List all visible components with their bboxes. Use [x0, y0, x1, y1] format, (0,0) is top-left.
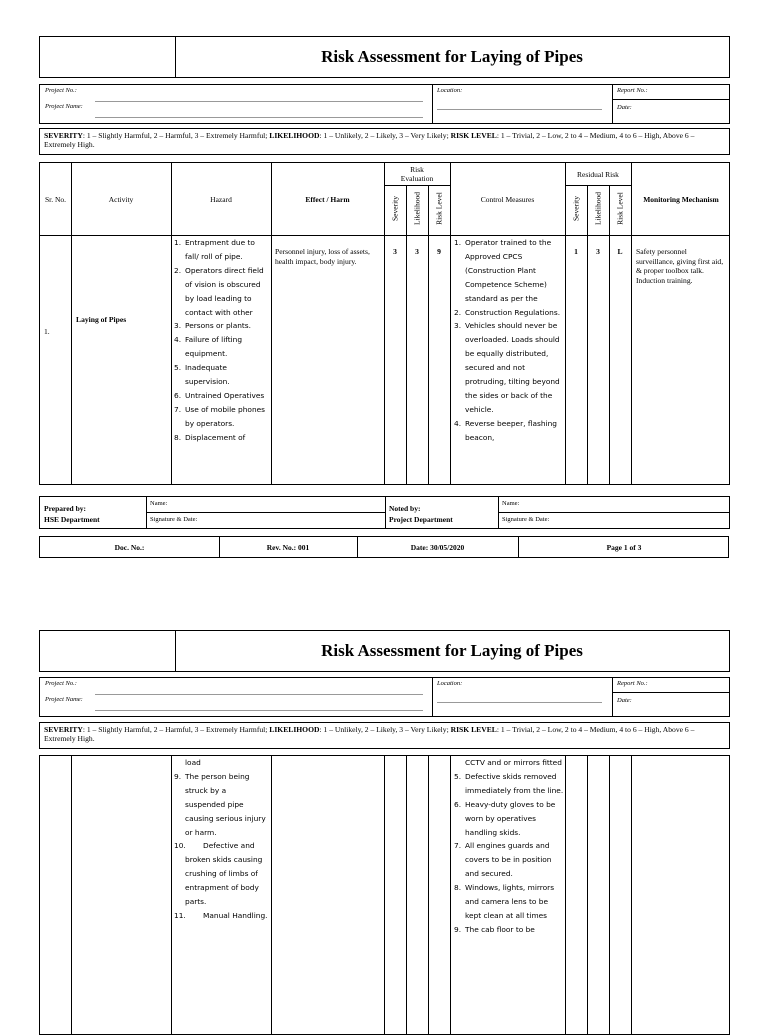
hazard-item: 6. Untrained Operatives [174, 390, 265, 400]
hazard-item: 3. Persons or plants. [174, 321, 251, 331]
res-level-cell: L [617, 247, 623, 256]
noted-signature-label: Signature & Date: [502, 516, 550, 523]
doc-no: Doc. No.: [114, 542, 145, 552]
project-name-label: Project Name: [45, 103, 83, 110]
col-residual-risk: Residual Risk [577, 169, 619, 179]
hazard-item: 8. Displacement of [174, 432, 246, 442]
report-no-label: Report No.: [617, 87, 648, 94]
severity-legend-2: SEVERITY: 1 – Slightly Harmful, 2 – Harmful, 3 – Extremely Harmful; LIKELIHOOD: 1 – Unlikely, 2 – Likely, 3 – Very Likely; RISK LEVEL: 1 – Trivial, 2 – Low, 2 to 4 – Medium, 4 to 6 – High, Above 6 – Extremely High. [39, 722, 730, 749]
project-no-label-2: Project No.: [45, 680, 77, 687]
risk-level-cell: 9 [437, 247, 441, 256]
col-res-likelihood: Likelihood [593, 192, 603, 225]
severity-legend: SEVERITY: 1 – Slightly Harmful, 2 – Harmful, 3 – Extremely Harmful; LIKELIHOOD: 1 – Unlikely, 2 – Likely, 3 – Very Likely; RISK LEVEL: 1 – Trivial, 2 – Low, 2 to 4 – Medium, 4 to 6 – High, Above 6 – Extremely High. [39, 128, 730, 155]
hazard-item: 2. Operators direct field of vision is obscured by load leading to contact with other [174, 265, 264, 317]
col-activity: Activity [108, 194, 134, 204]
monitoring-cell: Safety personnel surveillance, giving first aid, & proper toolbox talk. Induction training. [636, 247, 724, 285]
project-name-line-3[interactable] [95, 694, 423, 695]
col-sr-no: Sr. No. [44, 194, 67, 204]
date-label-2: Date: [617, 697, 632, 704]
control-item: 8. Windows, lights, mirrors and camera lens to be kept clean at all times [454, 883, 555, 920]
hazard-item: 11. Manual Handling. [174, 910, 268, 920]
col-res-severity: Severity [571, 196, 581, 221]
report-no-label-2: Report No.: [617, 680, 648, 687]
res-severity-cell: 1 [574, 247, 578, 256]
severity-cell: 3 [393, 247, 397, 256]
col-monitoring: Monitoring Mechanism [643, 194, 719, 204]
col-risk-level: Risk Level [434, 192, 444, 225]
activity-cell: Laying of Pipes [76, 315, 127, 324]
title-header-2 [39, 630, 730, 672]
control-item: 3. Vehicles should never be overloaded. Loads should be equally distributed, secured and not protruding, tilting beyond the sides or back of the vehicle. [454, 321, 560, 414]
col-risk-evaluation: Risk Evaluation [400, 165, 434, 183]
control-item: 1. Operator trained to the Approved CPCS (Construction Plant Competence Scheme) standard as per the [454, 238, 552, 303]
control-item: 7. All engines guards and covers to be in position and secured. [454, 841, 552, 879]
rev-no: Rev. No.: 001 [266, 542, 310, 552]
col-control-measures: Control Measures [480, 194, 535, 204]
control-item: CCTV and or mirrors fitted [465, 758, 562, 767]
col-hazard: Hazard [210, 194, 232, 204]
page-number: Page 1 of 3 [606, 542, 642, 552]
project-name-line-4[interactable] [95, 710, 423, 711]
sr-no-cell: 1. [44, 327, 50, 336]
hazard-item: 5. Inadequate supervision. [174, 363, 230, 387]
prepared-by-label: Prepared by: [44, 504, 87, 513]
hazard-item: 9. The person being struck by a suspended pipe causing serious injury or harm. [174, 771, 266, 837]
control-item: 9. The cab floor to be [454, 924, 535, 934]
hazard-item: load [185, 758, 201, 767]
prepared-dept: HSE Department [44, 515, 100, 524]
control-item: 5. Defective skids removed immediately from the line. [454, 771, 564, 795]
control-item: 6. Heavy-duty gloves to be worn by operatives handling skids. [454, 799, 556, 837]
date-label: Date: [617, 104, 632, 111]
hazard-item: 1. Entrapment due to fall/ roll of pipe. [174, 238, 255, 261]
risk-table-continued [39, 755, 730, 1035]
prepared-name-label: Name: [150, 500, 168, 507]
col-severity: Severity [390, 196, 400, 221]
project-name-label-2: Project Name: [45, 696, 83, 703]
control-list-continued [454, 756, 564, 1035]
control-item: 2. Construction Regulations. [454, 307, 561, 317]
logo-cell-2 [40, 631, 176, 671]
hazard-item: 4. Failure of lifting equipment. [174, 335, 243, 359]
page-title: Risk Assessment for Laying of Pipes [321, 47, 583, 66]
noted-name-label: Name: [502, 500, 520, 507]
location-label-2: Location: [437, 680, 463, 687]
prepared-signature-label: Signature & Date: [150, 516, 198, 523]
noted-dept: Project Department [389, 515, 453, 524]
location-line-2[interactable] [437, 702, 602, 703]
hazard-item: 10. Defective and broken skids causing crushing of limbs of entrapment of body parts. [174, 841, 263, 907]
effect-cell: Personnel injury, loss of assets, health impact, body injury. [275, 247, 370, 266]
project-info-2 [39, 677, 730, 717]
control-item: 4. Reverse beeper, flashing beacon, [454, 418, 557, 442]
col-likelihood: Likelihood [412, 192, 422, 225]
col-effect: Effect / Harm [305, 194, 350, 204]
project-no-label: Project No.: [45, 87, 77, 94]
page-title-2: Risk Assessment for Laying of Pipes [321, 641, 583, 660]
res-likelihood-cell: 3 [596, 247, 600, 256]
col-res-level: Risk Level [615, 192, 625, 225]
likelihood-cell: 3 [415, 247, 419, 256]
hazard-item: 7. Use of mobile phones by operators. [174, 404, 266, 428]
hazard-list-continued [174, 756, 268, 923]
location-label: Location: [437, 87, 463, 94]
noted-by-label: Noted by: [389, 504, 421, 513]
doc-date: Date: 30/05/2020 [410, 542, 465, 552]
